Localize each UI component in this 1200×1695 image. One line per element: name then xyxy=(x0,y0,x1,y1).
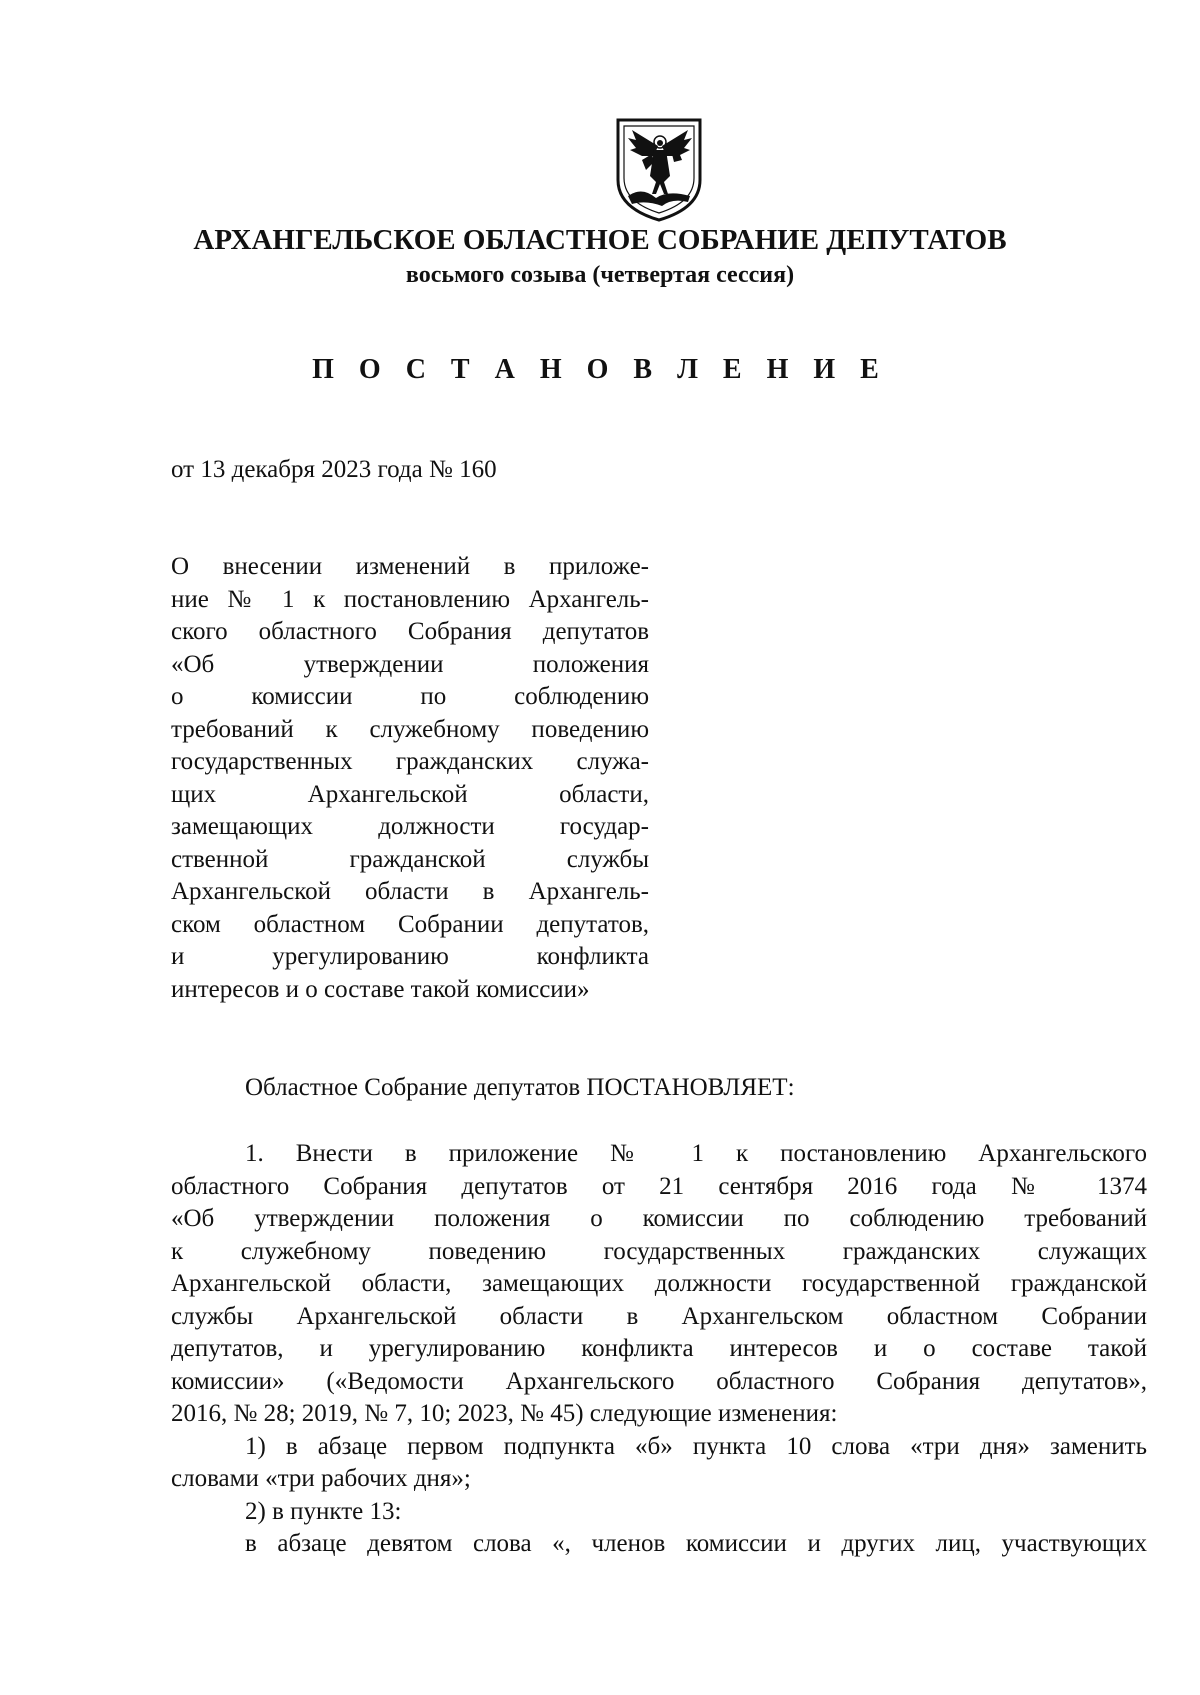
subject-line: Архангельской области в Архангель- xyxy=(171,878,649,905)
subject-line: О внесении изменений в приложе- xyxy=(171,553,649,580)
item-1-line: службы Архангельской области в Архангельском областном Собрании xyxy=(171,1302,1147,1330)
subject-line: государственных гражданских служа- xyxy=(171,748,649,775)
item-1-line: Архангельской области, замещающих должности государственной гражданской xyxy=(171,1270,1147,1297)
subject-line: и урегулированию конфликта xyxy=(171,943,649,970)
item-1 xyxy=(171,1138,1147,1431)
subject-line: ственной гражданской службы xyxy=(171,845,649,873)
resolution-intro: Областное Собрание депутатов ПОСТАНОВЛЯЕТ: xyxy=(245,1074,795,1101)
subject-line: ние № 1 к постановлению Архангель- xyxy=(171,585,649,613)
resolution-body xyxy=(171,1138,1147,1561)
item-1-line: 2016, № 28; 2019, № 7, 10; 2023, № 45) следующие изменения: xyxy=(171,1400,838,1427)
document-date-number: от 13 декабря 2023 года № 160 xyxy=(171,456,497,483)
subject-line: требований к служебному поведению xyxy=(171,715,649,743)
item-1-line: к служебному поведению государственных гражданских служащих xyxy=(171,1237,1147,1265)
convocation-subtitle: восьмого созыва (четвертая сессия) xyxy=(405,262,795,288)
item-1-line: областного Собрания депутатов от 21 сентября 2016 года № 1374 xyxy=(171,1172,1147,1200)
subitem-2-line: 2) в пункте 13: xyxy=(245,1497,402,1525)
coat-of-arms-icon xyxy=(612,116,706,224)
item-1-line: 1. Внести в приложение № 1 к постановлению Архангельского xyxy=(245,1140,1147,1167)
subject-line: ского областного Собрания депутатов xyxy=(171,618,649,645)
subject-line: ском областном Собрании депутатов, xyxy=(171,910,649,938)
subject-line: щих Архангельской области, xyxy=(171,780,649,808)
item-1-line: «Об утверждении положения о комиссии по соблюдению требований xyxy=(171,1205,1147,1232)
item-1-line: комиссии» («Ведомости Архангельского областного Собрания депутатов», xyxy=(171,1367,1147,1395)
subject-line: «Об утверждении положения xyxy=(171,650,649,678)
subject-line: интересов и о составе такой комиссии» xyxy=(171,975,590,1003)
subitem-2-text-line: в абзаце девятом слова «, членов комиссии и других лиц, участвующих xyxy=(245,1530,1147,1557)
subject-line: о комиссии по соблюдению xyxy=(171,683,649,710)
subitem-1 xyxy=(171,1431,1147,1496)
subitem-2-text xyxy=(171,1528,1147,1561)
document-subject xyxy=(171,551,649,1006)
subject-line: замещающих должности государ- xyxy=(171,813,649,840)
subitem-1-line: словами «три рабочих дня»; xyxy=(171,1465,471,1492)
organization-title: АРХАНГЕЛЬСКОЕ ОБЛАСТНОЕ СОБРАНИЕ ДЕПУТАТОВ xyxy=(193,224,1007,256)
document-type: П О С Т А Н О В Л Е Н И Е xyxy=(312,354,888,385)
item-1-line: депутатов, и урегулированию конфликта интересов и о составе такой xyxy=(171,1335,1147,1362)
subitem-1-line: 1) в абзаце первом подпункта «б» пункта 10 слова «три дня» заменить xyxy=(245,1432,1147,1460)
subitem-2 xyxy=(171,1496,1147,1529)
